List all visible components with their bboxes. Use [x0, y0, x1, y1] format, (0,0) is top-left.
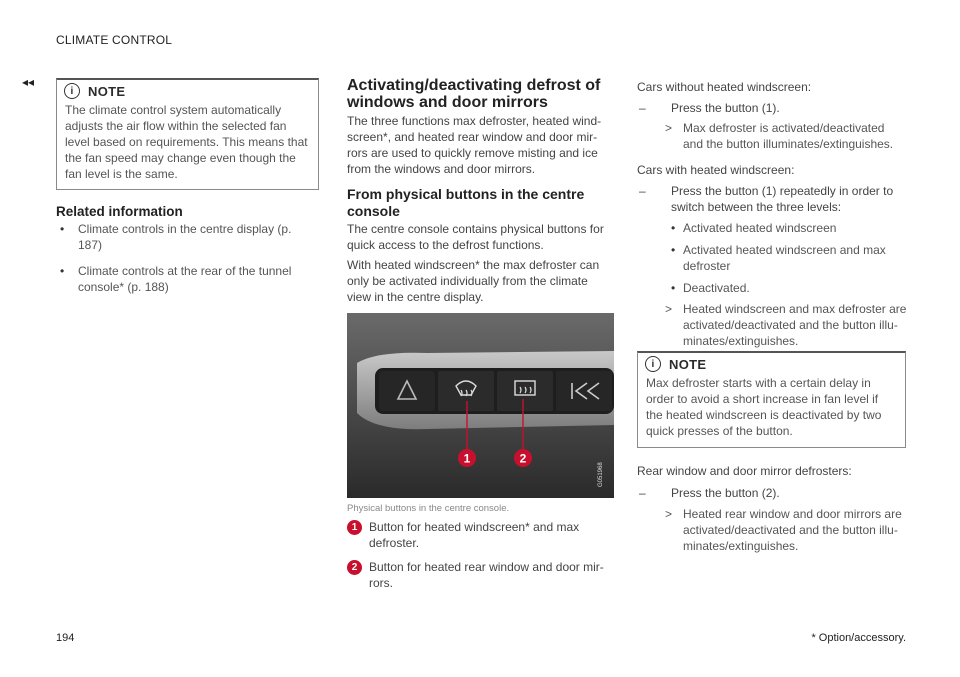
dash-marker: – — [639, 184, 646, 198]
section2-title: Cars with heated windscreen: — [637, 163, 795, 177]
intro-paragraph: The three functions max defroster, heated wind-screen*, and heated rear window and door mir-rors are used to quickly remove misting and ice from the windows and door mirrors. — [347, 114, 602, 176]
callout-number-2: 2 — [347, 560, 362, 575]
section1-title: Cars without heated windscreen: — [637, 80, 812, 94]
figure-callout-1-label: 1 — [463, 451, 471, 466]
related-link-1[interactable]: • Climate controls in the centre display (p. 187) — [56, 221, 306, 253]
related-heading: Related information — [56, 204, 183, 219]
right-column — [637, 79, 907, 349]
chapter-title: CLIMATE CONTROL — [56, 33, 173, 47]
section3-result: > Heated rear window and door mirrors are activated/deactivated and the button illu-minates/extinguishes. — [665, 507, 902, 553]
figure-caption: Physical buttons in the centre console. — [347, 503, 510, 514]
section2-result: > Heated windscreen and max defroster are activated/deactivated and the button illu-minates/extinguishes. — [665, 302, 907, 348]
figure-code: G051968 — [598, 462, 604, 487]
paragraph-1: The centre console contains physical buttons for quick access to the defrost functions. — [347, 222, 604, 252]
paragraph-2: With heated windscreen* the max defroster can only be activated individually from the climate view in the centre display. — [347, 258, 600, 304]
section1-step: – Press the button (1). — [639, 101, 780, 115]
callout-text-2: Button for heated rear window and door mir-rors. — [369, 560, 604, 590]
note-label: NOTE — [669, 356, 707, 372]
note-text: The climate control system automatically adjusts the air flow within the selected fan level based on requirements. This means that the fan speed may change even though the fan level is the same. — [65, 103, 308, 181]
callout-number-1: 1 — [347, 520, 362, 535]
footnote: * Option/accessory. — [811, 632, 906, 644]
result-marker: > — [665, 507, 673, 521]
section2-step: – Press the button (1) repeatedly in order to switch between the three levels: — [639, 184, 894, 214]
note-header — [57, 80, 318, 102]
level-item-2: • Activated heated windscreen and max defroster — [637, 242, 907, 274]
console-illustration — [347, 313, 614, 498]
section1-result: > Max defroster is activated/deactivated and the button illuminates/extinguishes. — [665, 121, 894, 151]
section3-title: Rear window and door mirror defrosters: — [637, 464, 852, 478]
console-photo — [347, 313, 614, 498]
section3-step: – Press the button (2). — [639, 486, 780, 500]
level-item-3: • Deactivated. — [637, 280, 907, 296]
figure-callout-2-label: 2 — [519, 451, 527, 466]
section-heading: Activating/deactivating defrost of windows and door mirrors — [347, 77, 601, 111]
related-list — [56, 221, 306, 295]
sub-heading: From physical buttons in the centre console — [347, 186, 585, 219]
note-box-2 — [637, 351, 906, 448]
related-link-2[interactable]: • Climate controls at the rear of the tunnel console* (p. 188) — [56, 263, 306, 295]
page-number: 194 — [56, 632, 75, 644]
note-box — [56, 78, 319, 190]
info-icon: i — [645, 356, 661, 372]
note-text: Max defroster starts with a certain delay in order to avoid a short increase in fan level if the heated windscreen is deactivated by two quick presses of the button. — [646, 376, 882, 438]
level-item-1: • Activated heated windscreen — [637, 220, 907, 236]
back-chevrons-icon: ◂◂ — [22, 75, 35, 89]
callout-item-2 — [347, 559, 609, 591]
note-header — [638, 353, 905, 375]
dash-marker: – — [639, 486, 646, 500]
callout-text-1: Button for heated windscreen* and max defroster. — [369, 520, 580, 550]
callout-item-1 — [347, 519, 609, 551]
section3 — [637, 463, 907, 554]
note-label: NOTE — [88, 83, 126, 99]
dash-marker: – — [639, 101, 646, 115]
info-icon: i — [64, 83, 80, 99]
result-marker: > — [665, 121, 673, 135]
callout-list — [347, 519, 609, 591]
result-marker: > — [665, 302, 673, 316]
